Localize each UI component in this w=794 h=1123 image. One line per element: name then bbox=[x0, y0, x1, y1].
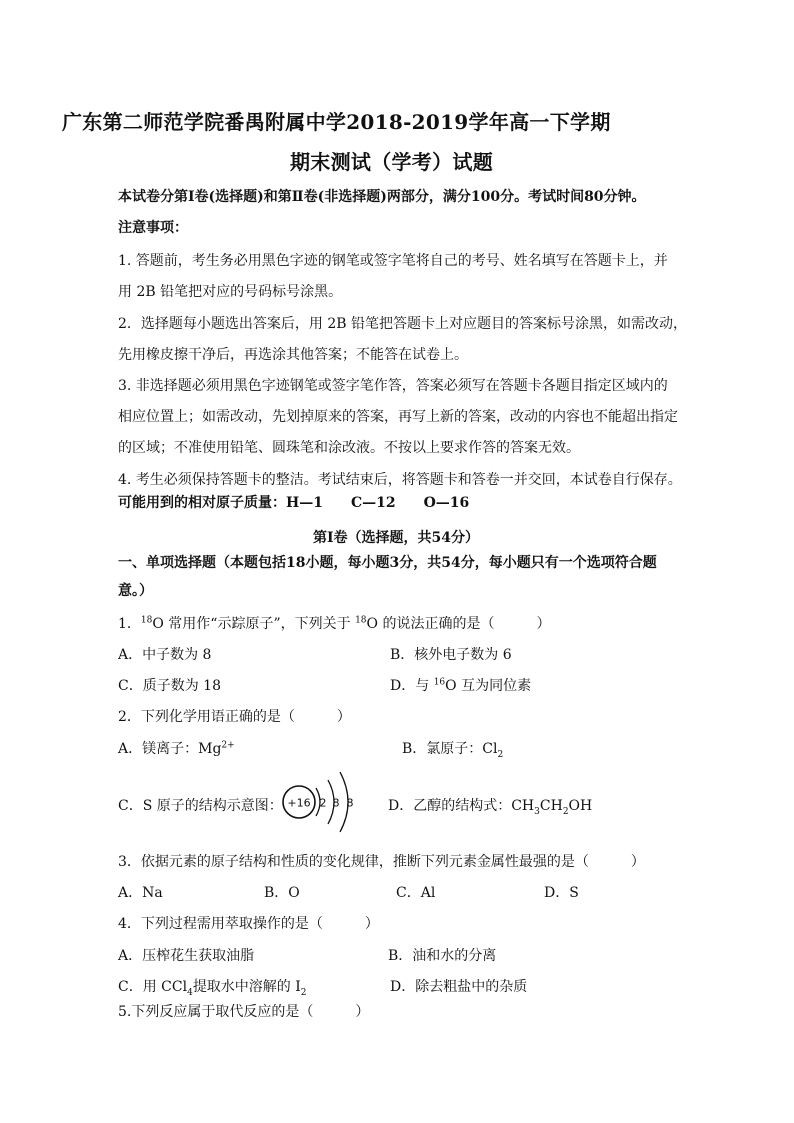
question-3-option-d: D．S bbox=[544, 885, 579, 901]
atomic-mass-info: 可能用到的相对原子质量：H—1 C—12 O—16 bbox=[118, 495, 470, 511]
section-heading: 第Ⅰ卷（选择题，共54分） bbox=[313, 530, 480, 546]
question-2-option-c: C．S 原子的结构示意图： bbox=[118, 798, 283, 814]
note-1-line-2: 用 2B 铅笔把对应的号码标号涂黑。 bbox=[118, 284, 343, 300]
electron-count-shell-3: 8 bbox=[346, 796, 354, 810]
question-4-option-b: B．油和水的分离 bbox=[388, 948, 497, 964]
page-title-line1: 广东第二师范学院番禺附属中学2018-2019学年高一下学期 bbox=[62, 110, 611, 134]
question-1-option-b: B．核外电子数为 6 bbox=[390, 647, 512, 663]
question-4-option-a: A．压榨花生获取油脂 bbox=[118, 948, 255, 964]
question-1-option-c: C．质子数为 18 bbox=[118, 678, 221, 694]
note-4: 4. 考生必须保持答题卡的整洁。考试结束后，将答题卡和答卷一并交回，本试卷自行保存。 bbox=[118, 472, 682, 488]
question-3-option-c: C．Al bbox=[396, 885, 436, 901]
question-1-stem: 1．$^{18}$O 常用作“示踪原子”，下列关于 $^{18}$O 的说法正确的是（ ） bbox=[118, 615, 551, 632]
question-3-option-b: B．O bbox=[264, 885, 300, 901]
notes-heading: 注意事项： bbox=[118, 220, 188, 236]
question-2-stem: 2．下列化学用语正确的是（ ） bbox=[118, 709, 351, 725]
note-2-line-1: 2．选择题每小题选出答案后，用 2B 铅笔把答题卡上对应题目的答案标号涂黑，如需改动， bbox=[118, 316, 688, 332]
note-3-line-3: 的区域；不准使用铅笔、圆珠笔和涂改液。不按以上要求作答的答案无效。 bbox=[118, 440, 580, 456]
question-4-option-d: D．除去粗盐中的杂质 bbox=[390, 979, 528, 995]
question-2-option-a: A．镁离子：$Mg^{2+}$ bbox=[118, 740, 235, 757]
electron-count-shell-2: 8 bbox=[332, 796, 340, 810]
note-3-line-2: 相应位置上；如需改动，先划掉原来的答案，再写上新的答案，改动的内容也不能超出指定 bbox=[118, 409, 678, 425]
section-instructions-line-2: 意。） bbox=[118, 583, 153, 599]
nucleus-charge: +16 bbox=[287, 796, 311, 810]
question-4-stem: 4．下列过程需用萃取操作的是（ ） bbox=[118, 916, 379, 932]
note-3-line-1: 3. 非选择题必须用黑色字迹钢笔或签字笔作答，答案必须写在答题卡各题目指定区域内的 bbox=[118, 378, 668, 394]
question-5-stem: 5.下列反应属于取代反应的是（ ） bbox=[118, 1004, 370, 1020]
question-2-option-d: D．乙醇的结构式：$CH_3CH_2OH$ bbox=[388, 798, 593, 817]
question-1-option-d: D．与 $^{16}$O 互为同位素 bbox=[390, 677, 532, 694]
question-2-option-b: B．氯原子：$Cl_2$ bbox=[402, 741, 504, 760]
note-1-line-1: 1. 答题前，考生务必用黑色字迹的钢笔或签字笔将自己的考号、姓名填写在答题卡上，并 bbox=[118, 253, 668, 269]
electron-count-shell-1: 2 bbox=[319, 796, 327, 810]
sulfur-atom-structure-diagram bbox=[278, 766, 362, 838]
question-1-option-a: A．中子数为 8 bbox=[118, 647, 212, 663]
question-4-option-c: C．用 CCl$_4$提取水中溶解的 $I_2$ bbox=[118, 979, 307, 998]
section-instructions-line-1: 一、单项选择题（本题包括18小题，每小题3分，共54分，每小题只有一个选项符合题 bbox=[118, 555, 657, 571]
question-3-option-a: A．Na bbox=[118, 885, 163, 901]
question-3-stem: 3．依据元素的原子结构和性质的变化规律，推断下列元素金属性最强的是（ ） bbox=[118, 854, 645, 870]
note-2-line-2: 先用橡皮擦干净后，再选涂其他答案；不能答在试卷上。 bbox=[118, 347, 468, 363]
page-title-line2: 期末测试（学考）试题 bbox=[290, 150, 493, 174]
exam-info: 本试卷分第Ⅰ卷(选择题)和第Ⅱ卷(非选择题)两部分，满分100分。考试时间80分钟。 bbox=[118, 189, 646, 205]
